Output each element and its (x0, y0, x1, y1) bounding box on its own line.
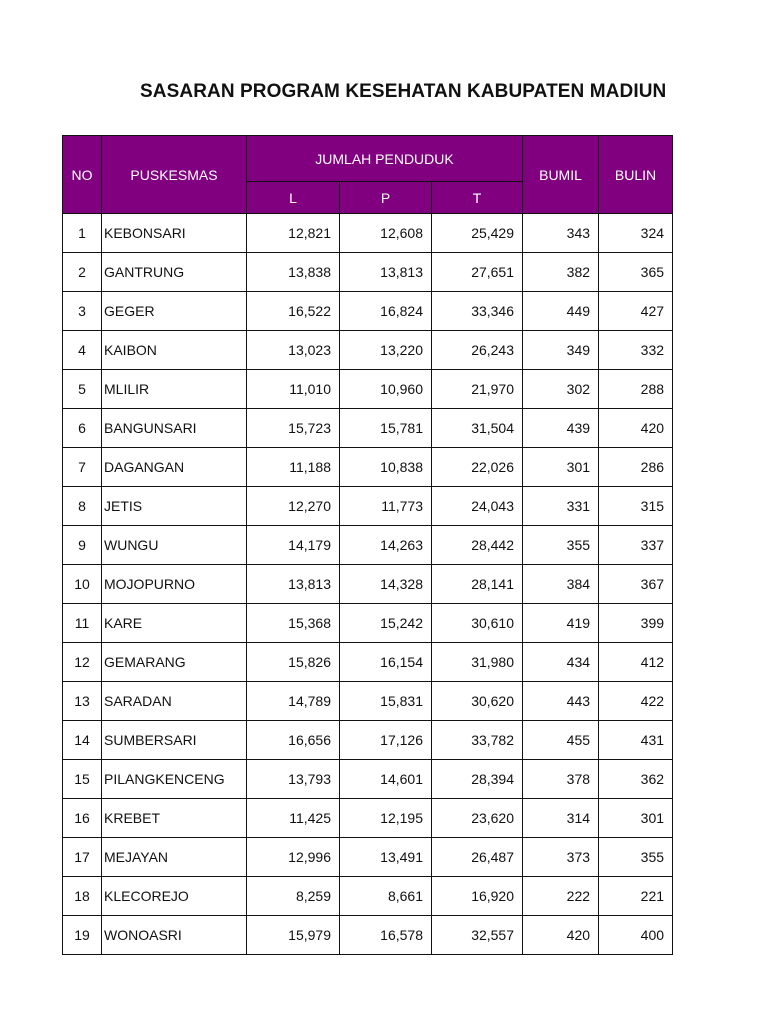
table-row (63, 370, 673, 409)
header-bumil: BUMIL (523, 136, 599, 214)
cell-bulin: 365 (599, 253, 673, 292)
cell-puskesmas: KLECOREJO (102, 877, 247, 916)
cell-p: 13,220 (340, 331, 432, 370)
cell-l: 13,793 (247, 760, 340, 799)
cell-p: 12,608 (340, 214, 432, 253)
cell-puskesmas: GEMARANG (102, 643, 247, 682)
cell-no: 7 (63, 448, 102, 487)
header-no: NO (63, 136, 102, 214)
cell-l: 16,522 (247, 292, 340, 331)
cell-bulin: 332 (599, 331, 673, 370)
cell-l: 16,656 (247, 721, 340, 760)
cell-bulin: 221 (599, 877, 673, 916)
cell-bulin: 286 (599, 448, 673, 487)
table-row (63, 682, 673, 721)
cell-bulin: 337 (599, 526, 673, 565)
cell-bumil: 443 (523, 682, 599, 721)
cell-no: 3 (63, 292, 102, 331)
cell-no: 9 (63, 526, 102, 565)
cell-l: 14,789 (247, 682, 340, 721)
table-body (63, 214, 673, 955)
cell-no: 10 (63, 565, 102, 604)
cell-no: 1 (63, 214, 102, 253)
cell-bumil: 302 (523, 370, 599, 409)
cell-bulin: 422 (599, 682, 673, 721)
header-l: L (247, 182, 340, 214)
cell-p: 15,831 (340, 682, 432, 721)
cell-puskesmas: PILANGKENCENG (102, 760, 247, 799)
cell-p: 16,824 (340, 292, 432, 331)
cell-bumil: 434 (523, 643, 599, 682)
table-row (63, 526, 673, 565)
cell-p: 10,838 (340, 448, 432, 487)
cell-t: 26,243 (432, 331, 523, 370)
cell-bulin: 362 (599, 760, 673, 799)
cell-no: 2 (63, 253, 102, 292)
cell-p: 15,781 (340, 409, 432, 448)
cell-l: 13,838 (247, 253, 340, 292)
cell-p: 13,813 (340, 253, 432, 292)
table-row (63, 643, 673, 682)
table-header (63, 136, 673, 214)
header-puskesmas: PUSKESMAS (102, 136, 247, 214)
cell-p: 17,126 (340, 721, 432, 760)
cell-t: 27,651 (432, 253, 523, 292)
cell-bulin: 315 (599, 487, 673, 526)
cell-puskesmas: KREBET (102, 799, 247, 838)
cell-bulin: 355 (599, 838, 673, 877)
cell-t: 16,920 (432, 877, 523, 916)
cell-bumil: 449 (523, 292, 599, 331)
cell-bumil: 331 (523, 487, 599, 526)
cell-bulin: 301 (599, 799, 673, 838)
cell-t: 33,346 (432, 292, 523, 331)
cell-t: 31,980 (432, 643, 523, 682)
cell-bumil: 373 (523, 838, 599, 877)
cell-bumil: 378 (523, 760, 599, 799)
cell-t: 31,504 (432, 409, 523, 448)
cell-t: 30,610 (432, 604, 523, 643)
cell-puskesmas: JETIS (102, 487, 247, 526)
cell-bumil: 355 (523, 526, 599, 565)
cell-no: 18 (63, 877, 102, 916)
cell-p: 15,242 (340, 604, 432, 643)
cell-bulin: 324 (599, 214, 673, 253)
cell-no: 19 (63, 916, 102, 955)
cell-p: 11,773 (340, 487, 432, 526)
table-row (63, 214, 673, 253)
table-row (63, 409, 673, 448)
cell-t: 32,557 (432, 916, 523, 955)
cell-t: 21,970 (432, 370, 523, 409)
cell-p: 12,195 (340, 799, 432, 838)
cell-bumil: 420 (523, 916, 599, 955)
cell-p: 14,263 (340, 526, 432, 565)
cell-l: 15,723 (247, 409, 340, 448)
table-row (63, 292, 673, 331)
cell-p: 13,491 (340, 838, 432, 877)
cell-t: 22,026 (432, 448, 523, 487)
sasaran-table (62, 135, 673, 955)
cell-t: 28,141 (432, 565, 523, 604)
cell-t: 26,487 (432, 838, 523, 877)
cell-puskesmas: GEGER (102, 292, 247, 331)
cell-bulin: 431 (599, 721, 673, 760)
cell-puskesmas: MOJOPURNO (102, 565, 247, 604)
cell-bumil: 455 (523, 721, 599, 760)
cell-bumil: 222 (523, 877, 599, 916)
cell-l: 14,179 (247, 526, 340, 565)
cell-puskesmas: BANGUNSARI (102, 409, 247, 448)
title-clip (0, 80, 673, 110)
cell-l: 15,979 (247, 916, 340, 955)
cell-bumil: 384 (523, 565, 599, 604)
cell-bulin: 420 (599, 409, 673, 448)
table-row (63, 487, 673, 526)
cell-t: 23,620 (432, 799, 523, 838)
cell-puskesmas: KEBONSARI (102, 214, 247, 253)
cell-puskesmas: SUMBERSARI (102, 721, 247, 760)
cell-no: 15 (63, 760, 102, 799)
cell-puskesmas: KAIBON (102, 331, 247, 370)
cell-p: 14,328 (340, 565, 432, 604)
table-row (63, 604, 673, 643)
cell-bulin: 412 (599, 643, 673, 682)
cell-bumil: 314 (523, 799, 599, 838)
cell-bulin: 367 (599, 565, 673, 604)
cell-t: 30,620 (432, 682, 523, 721)
table-row (63, 331, 673, 370)
cell-p: 16,154 (340, 643, 432, 682)
cell-p: 8,661 (340, 877, 432, 916)
cell-puskesmas: MLILIR (102, 370, 247, 409)
cell-l: 15,368 (247, 604, 340, 643)
cell-bulin: 399 (599, 604, 673, 643)
cell-puskesmas: MEJAYAN (102, 838, 247, 877)
table-row (63, 916, 673, 955)
cell-t: 25,429 (432, 214, 523, 253)
cell-bulin: 288 (599, 370, 673, 409)
header-t: T (432, 182, 523, 214)
cell-bumil: 439 (523, 409, 599, 448)
cell-puskesmas: SARADAN (102, 682, 247, 721)
table-row (63, 253, 673, 292)
cell-t: 24,043 (432, 487, 523, 526)
cell-puskesmas: KARE (102, 604, 247, 643)
cell-no: 5 (63, 370, 102, 409)
header-jumlah-penduduk: JUMLAH PENDUDUK (247, 136, 523, 182)
header-bulin: BULIN (599, 136, 673, 214)
cell-no: 12 (63, 643, 102, 682)
cell-bumil: 382 (523, 253, 599, 292)
cell-puskesmas: WONOASRI (102, 916, 247, 955)
cell-no: 13 (63, 682, 102, 721)
cell-t: 28,442 (432, 526, 523, 565)
cell-no: 14 (63, 721, 102, 760)
cell-no: 16 (63, 799, 102, 838)
cell-t: 28,394 (432, 760, 523, 799)
cell-bumil: 301 (523, 448, 599, 487)
table-row (63, 799, 673, 838)
cell-puskesmas: WUNGU (102, 526, 247, 565)
cell-l: 11,010 (247, 370, 340, 409)
header-p: P (340, 182, 432, 214)
cell-no: 6 (63, 409, 102, 448)
cell-puskesmas: DAGANGAN (102, 448, 247, 487)
cell-t: 33,782 (432, 721, 523, 760)
cell-l: 13,023 (247, 331, 340, 370)
cell-p: 16,578 (340, 916, 432, 955)
cell-no: 8 (63, 487, 102, 526)
cell-l: 12,821 (247, 214, 340, 253)
table-row (63, 448, 673, 487)
cell-l: 11,425 (247, 799, 340, 838)
cell-p: 10,960 (340, 370, 432, 409)
table-row (63, 565, 673, 604)
cell-p: 14,601 (340, 760, 432, 799)
table-row (63, 877, 673, 916)
cell-bumil: 349 (523, 331, 599, 370)
cell-no: 11 (63, 604, 102, 643)
cell-l: 15,826 (247, 643, 340, 682)
cell-no: 17 (63, 838, 102, 877)
cell-bulin: 400 (599, 916, 673, 955)
cell-l: 12,270 (247, 487, 340, 526)
cell-bumil: 419 (523, 604, 599, 643)
cell-l: 11,188 (247, 448, 340, 487)
cell-l: 12,996 (247, 838, 340, 877)
cell-l: 8,259 (247, 877, 340, 916)
cell-no: 4 (63, 331, 102, 370)
table-row (63, 760, 673, 799)
table-row (63, 721, 673, 760)
page-title: SASARAN PROGRAM KESEHATAN KABUPATEN MADIUN (140, 81, 667, 102)
table-row (63, 838, 673, 877)
cell-bulin: 427 (599, 292, 673, 331)
cell-puskesmas: GANTRUNG (102, 253, 247, 292)
cell-l: 13,813 (247, 565, 340, 604)
cell-bumil: 343 (523, 214, 599, 253)
